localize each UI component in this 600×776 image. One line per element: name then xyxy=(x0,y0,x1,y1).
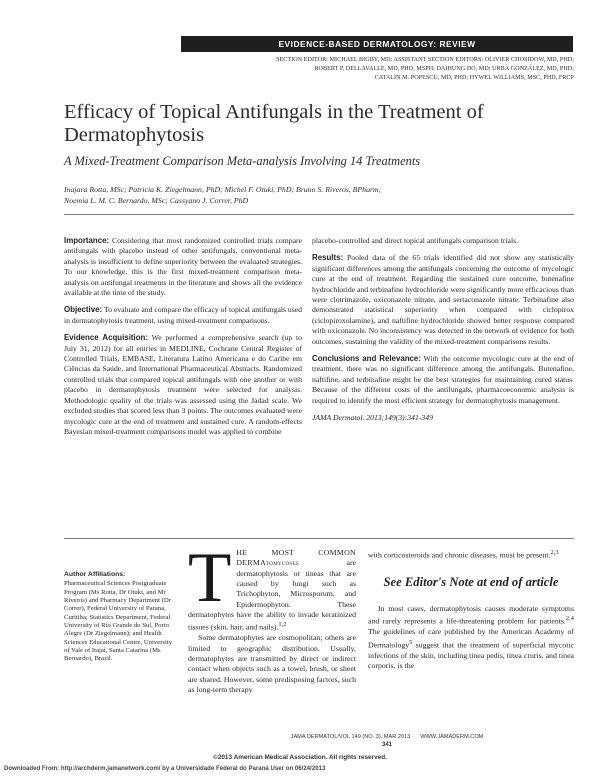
paragraph-text: The guidelines of care published by the American Academy of Dermatology xyxy=(368,627,574,650)
citation: JAMA Dermatol. 2013;149(3):341-349 xyxy=(312,413,433,423)
article-subtitle: A Mixed-Treatment Comparison Meta-analysis Involving 14 Treatments xyxy=(64,154,421,168)
abstract-right-column xyxy=(312,236,574,431)
body-paragraph xyxy=(188,539,356,633)
reference-superscript: 1,2 xyxy=(278,621,287,629)
section-editors xyxy=(110,56,574,83)
importance-heading: Importance: xyxy=(64,236,110,245)
editors-line: CATALIN M. POPESCU, MD, PHD; HYWEL WILLIAMS, MSC, PHD, FRCP xyxy=(374,75,574,81)
objective-text: To evaluate and compare the efficacy of topical antifungals used in dermatophytosis treatment, using mixed-treatment comparisons. xyxy=(64,305,302,325)
evidence-continued: placebo-controlled and direct topical antifungals comparison trials. xyxy=(312,236,518,245)
editors-note-callout: See Editor's Note at end of article xyxy=(383,574,559,589)
reference-superscript: 5 xyxy=(409,638,413,646)
affiliations-heading: Author Affiliations: xyxy=(64,571,126,578)
body-column-right xyxy=(368,548,574,671)
paragraph-text: suggest that the treatment of superficial mycotic infections of the skin, including tinea pedis, tinea cruris, and tinea corporis, is the xyxy=(368,640,574,670)
drop-cap: T xyxy=(188,539,232,617)
objective-heading: Objective: xyxy=(64,305,103,315)
paragraph-text: In most cases, dermatophytosis causes moderate symptoms and rarely represents a life-threatening problem for patients. xyxy=(368,603,574,626)
download-notice: Downloaded From: http://archderm.jamanetwork.com/ by a Universidade Federal do Paraná User on 06/24/2013 xyxy=(4,765,326,772)
reference-superscript: 2,4 xyxy=(565,615,574,623)
article-title: Efficacy of Topical Antifungals in the Treatment of Dermatophytosis xyxy=(64,101,484,146)
top-divider xyxy=(64,214,574,215)
page-number: 341 xyxy=(381,742,392,748)
abstract-importance xyxy=(64,236,302,298)
body-paragraph xyxy=(368,604,574,671)
abstract-evidence xyxy=(64,333,302,437)
results-text: Pooled data of the 65 trials identified did not show any statistically significant differences among the antifungals concerning the outcome of mycologic cure at the end of treatment. Regarding the sustained cure outcome, butenafine hydrochloride and terbinafine hydrochloride were significantly more efficacious than were clotrimazole, oxiconazole nitrate, and sertaconazole nitrate. Terbinafine also demonstrated statistical superiority when compared with ciclopirox (ciclopiroxolamine), and naftifine hydrochloride showed better response compared with oxiconazole. No inconsistency was detected in the network of evidence for both outcomes, sustaining the validity of the mixed-treatment comparisons results. xyxy=(312,253,574,346)
footer-website: WWW.JAMADERM.COM xyxy=(420,734,484,740)
body-paragraph: Some dermatophytes are cosmopolitan; others are limited to geographic distribution. Usually, dermatophytes are transmitted by direct or indirect contact when objects such as a towel, brush, or sheet are shared. However, some predisposing factors, such as long-term therapy xyxy=(188,633,356,695)
abstract-conclusions xyxy=(312,354,574,406)
affiliations-text: Pharmaceutical Sciences Postgraduate Program (Ms Rotta, Dr Otuki, and Mr Riveros) and Pharmacy Department (Dr Correr), Federal University of Parana, Curitiba; Statistics Department, Federal University of Rio Grande do Sul, Porto Alegre (Dr Ziegelmann); and Health Sciences Educational Centre, University of Vale of Itajaí, Santa Catarina (Ms Bernardo), Brazil. xyxy=(64,580,173,663)
reference-superscript: 2,3 xyxy=(550,549,559,556)
abstract-left-column xyxy=(64,236,302,444)
section-banner: EVIDENCE-BASED DERMATOLOGY: REVIEW xyxy=(181,36,573,52)
editors-line: SECTION EDITOR: MICHAEL BIGBY, MD; ASSISTANT SECTION EDITORS: OLIVIER CHOSIDOW, MD, PHD; xyxy=(276,57,574,63)
paragraph-text: are dermatophytosis or tineas that are caused by fungi such as Trichophyton, Microsporum, and Epidermophyton. These dermatophytes have the ability to invade keratinized tissues (skin, hair, and nails). xyxy=(188,558,356,632)
author-list xyxy=(64,184,574,206)
page-footer xyxy=(200,734,574,740)
author-line: Noemia L. M. C. Bernardo, MSc; Cassyano J. Correr, PhD xyxy=(64,196,249,205)
conclusions-heading: Conclusions and Relevance: xyxy=(312,354,421,364)
lead-in-caps: HE MOST COMMON DERMAtomycoses xyxy=(236,548,356,568)
body-column-middle xyxy=(188,539,356,695)
paragraph-text: with corticosteroids and chronic diseases, must be present. xyxy=(368,550,551,560)
results-heading: Results: xyxy=(312,253,344,263)
abstract-objective xyxy=(64,305,302,326)
importance-text: Considering that most randomized controlled trials compare antifungals with placebo instead of other antifungals, conventional meta-analysis is insufficient to define superiority between the evaluated strategies. To our knowledge, this is the first mixed-treatment comparison meta-analysis on antifungal treatments in the literature and shows all the evidence available at the time of the study. xyxy=(64,236,302,298)
abstract-divider xyxy=(64,538,574,539)
footer-journal: JAMA DERMATOL/VOL 149 (NO. 3), MAR 2013 xyxy=(290,734,411,740)
author-line: Inajara Rotta, MSc; Patricia K. Ziegelmann, PhD; Michel F. Otuki, PhD; Bruno S. Riveros, BPharm; xyxy=(64,185,382,194)
body-paragraph xyxy=(368,548,574,561)
editors-line: ROBERT P. DELLAVALLE, MD, PHD, MSPH; DAIHUNG DO, MD; URBÀ GONZÁLEZ, MD, PHD; xyxy=(314,66,574,72)
abstract-results xyxy=(312,253,574,347)
copyright-notice: ©2013 American Medical Association. All rights reserved. xyxy=(213,754,387,761)
evidence-heading: Evidence Acquisition: xyxy=(64,333,148,343)
author-affiliations xyxy=(64,571,174,664)
evidence-text: We performed a comprehensive search (up to July 31, 2012) for all entries in MEDLINE, Cochrane Central Register of Controlled Trials, EMBASE, Literatura Latino Americana e do Caribe em Ciências da Saúde, and International Pharmaceutical Abstracts. Randomized controlled trials that compared topical antifungals with one another or with placebo in dermatophytosis treatment were selected for analysis. Methodologic quality of the trials was assessed using the Jadad scale. We excluded studies that scored less than 3 points. The outcomes evaluated were mycologic cure at the end of treatment and sustained cure. A random-effects Bayesian mixed-treatment comparisons model was applied to combine xyxy=(64,333,302,436)
conclusions-text: With the outcome mycologic cure at the end of treatment, there was no significant difference among the antifungals. Butenafine, naftifine, and terbinafine might be the best strategies for maintaining cured status. Because of the different costs of the antifungals, pharmacoeconomic analysis is required to identify the most efficient strategy for dermatophytosis management. xyxy=(312,354,574,405)
